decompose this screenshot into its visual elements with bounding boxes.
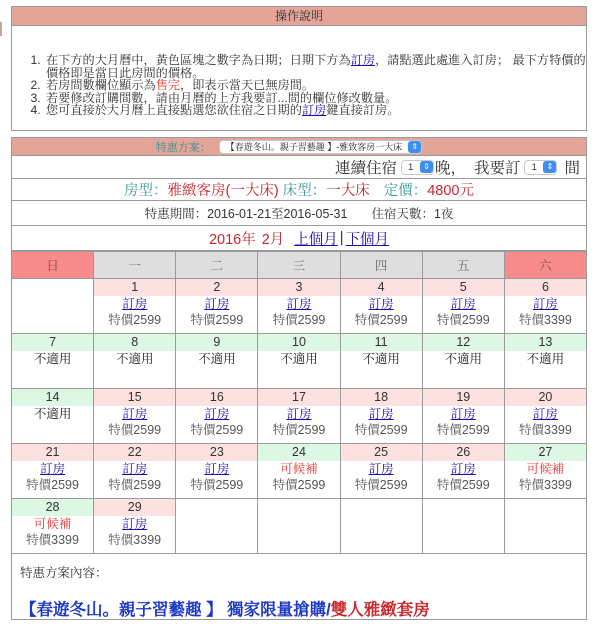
special-price: 特價2599 [436,313,490,327]
calendar-day-cell [422,334,504,389]
weekday-header-row [12,252,587,279]
day-number: 1 [94,279,175,296]
calendar-grid [11,251,587,554]
day-number: 26 [423,444,504,461]
plan-label: 特惠方案： [155,141,211,154]
calendar-day-cell [504,444,586,499]
book-room-link[interactable]: 訂房 [204,297,230,311]
special-price: 特價2599 [108,423,162,437]
book-room-link[interactable]: 訂房 [286,407,312,421]
calendar-empty-cell [340,499,422,554]
list-price-label: 定價： [383,183,428,199]
day-number: 27 [505,444,586,461]
not-applicable-label: 不適用 [280,352,318,366]
plan-select[interactable] [219,140,423,154]
special-price: 特價3399 [519,313,572,327]
calendar-day-cell [94,444,176,499]
room-type-value: 雅緻客房(一大床) [167,183,279,199]
waitlist-label: 可候補 [280,462,318,476]
day-number: 6 [505,279,586,296]
calendar-day-cell [258,334,340,389]
calendar-day-cell [258,389,340,444]
calendar-day-cell [258,444,340,499]
room-type-label: 房型： [124,183,168,199]
day-number: 28 [12,499,93,516]
calendar-week-row [12,444,587,499]
room-info-row [12,179,586,201]
month-nav-row [12,226,586,251]
instructions-title: 操作說明 [12,7,586,26]
special-price: 特價3399 [108,533,162,547]
promo-text-red: 雙人雅緻套房 [330,601,430,619]
book-room-link[interactable]: 訂房 [204,407,230,421]
special-price [176,367,257,383]
not-applicable-label: 不適用 [33,352,72,366]
plan-select-value: 【春遊冬山。親子習藝趣 】-雅致客房一大床 [225,142,403,152]
day-number: 23 [176,444,257,461]
special-price: 特價2599 [108,313,162,327]
not-applicable-label: 不適用 [115,352,154,366]
day-number: 7 [12,334,93,351]
day-number: 29 [94,499,175,516]
book-room-link[interactable]: 訂房 [450,407,476,421]
book-room-link[interactable]: 訂房 [450,297,476,311]
calendar-day-cell [176,389,258,444]
nights-label: 連續住宿 [334,160,397,177]
special-price: 特價3399 [519,478,572,492]
calendar-day-cell [422,444,504,499]
book-room-link[interactable]: 訂房 [532,407,558,421]
page-edge-marker [0,22,2,36]
special-price: 特價2599 [272,423,326,437]
book-room-link[interactable]: 訂房 [368,407,394,421]
select-arrows-icon: ⇕ [408,141,421,153]
special-price: 特價3399 [519,423,572,437]
plan-details-panel [11,553,587,620]
day-number: 21 [12,444,93,461]
plan-promo-headline [20,596,586,620]
special-price [423,367,504,383]
plan-details-label: 特惠方案內容： [20,566,108,580]
special-price [341,367,422,383]
instruction-item-4 [44,104,586,117]
rooms-label: 我要訂 [473,160,521,177]
plan-selector-row [12,138,586,156]
not-applicable-label: 不適用 [33,407,72,421]
day-number: 17 [258,389,339,406]
day-number: 25 [341,444,422,461]
rooms-suffix: 間 [564,160,580,177]
calendar-body [12,279,587,554]
calendar-empty-cell [176,499,258,554]
calendar-day-cell [94,279,176,334]
waitlist-label: 可候補 [526,462,565,476]
weekday-mon: 一 [94,252,176,279]
day-number: 18 [341,389,422,406]
promo-text-blue: 【春遊冬山。親子習藝趣 】 獨家限量搶購/ [20,601,331,619]
instruction-text: ，即表示當天已無房間。 [180,78,315,92]
calendar-day-cell [340,389,422,444]
calendar-day-cell [12,389,94,444]
special-price: 特價2599 [272,478,326,492]
book-room-link[interactable]: 訂房 [286,297,312,311]
special-price: 特價2599 [354,313,408,327]
calendar-day-cell [340,279,422,334]
month-title-month: 2月 [261,231,285,248]
special-price: 特價2599 [354,423,408,437]
calendar-day-cell [176,334,258,389]
book-room-link[interactable]: 訂房 [122,297,148,311]
rooms-select[interactable] [524,160,557,175]
book-room-link-example[interactable]: 訂房 [301,103,327,117]
weekday-sat: 六 [504,252,586,279]
day-number: 11 [341,334,422,351]
special-price: 特價2599 [190,313,244,327]
day-number: 3 [258,279,339,296]
calendar-week-row [12,499,587,554]
next-month-link[interactable]: 下個月 [345,231,390,248]
calendar-day-cell [504,389,586,444]
stay-length: 住宿天數：1夜 [371,207,454,221]
day-number: 10 [258,334,339,351]
not-applicable-label: 不適用 [444,352,483,366]
instruction-text: 若房間數欄位顯示為 [46,78,156,92]
special-price: 特價2599 [108,478,162,492]
book-room-link[interactable]: 訂房 [122,517,148,531]
weekday-thu: 四 [340,252,422,279]
calendar-empty-cell [504,499,586,554]
day-number: 19 [423,389,504,406]
calendar-day-cell [94,334,176,389]
book-room-link[interactable]: 訂房 [450,462,476,476]
special-price: 特價2599 [436,423,490,437]
weekday-wed: 三 [258,252,340,279]
instruction-text: 若要修改訂購間數，請由月曆的上方我要訂...間的欄位修改數量。 [46,90,398,105]
day-number: 20 [505,389,586,406]
sold-out-label: 售完 [155,78,181,92]
not-applicable-label: 不適用 [198,352,236,366]
book-room-link[interactable]: 訂房 [532,297,558,311]
special-price: 特價2599 [354,478,408,492]
special-price [505,367,586,383]
calendar-empty-cell [258,499,340,554]
special-price: 特價2599 [190,478,244,492]
day-number: 15 [94,389,175,406]
calendar-day-cell [340,444,422,499]
promo-period-row [12,201,586,226]
calendar-day-cell [422,389,504,444]
book-room-link[interactable]: 訂房 [122,462,148,476]
not-applicable-label: 不適用 [362,352,400,366]
nights-rooms-row [12,156,586,179]
promo-period: 特惠期間：2016-01-21至2016-05-31 [144,207,348,221]
instruction-text: 鍵直接訂房。 [326,103,400,117]
day-number: 14 [12,389,93,406]
prev-month-link[interactable]: 上個月 [294,231,338,248]
special-price: 特價2599 [436,478,490,492]
special-price: 特價3399 [26,533,79,547]
weekday-fri: 五 [422,252,504,279]
special-price [258,367,339,383]
select-arrows-icon: ⇕ [420,161,433,173]
calendar-empty-cell [422,499,504,554]
month-title-year: 2016年 [208,231,256,248]
month-nav-separator: | [339,230,344,246]
bed-type-value: 一大床 [326,183,370,199]
instruction-item-1 [44,54,586,79]
rooms-select-value: 1 [531,161,537,173]
calendar-week-row [12,334,587,389]
special-price: 特價2599 [272,313,326,327]
day-number: 12 [423,334,504,351]
calendar-day-cell [12,444,94,499]
day-number: 8 [94,334,175,351]
day-number: 16 [176,389,257,406]
calendar-day-cell [258,279,340,334]
special-price [94,367,175,383]
book-room-link[interactable]: 訂房 [40,462,66,476]
special-price: 特價2599 [190,423,244,437]
select-arrows-icon: ⇕ [543,161,556,173]
instructions-panel [11,6,587,131]
nights-select-value: 1 [407,161,414,173]
list-price-value: 4800元 [427,183,474,199]
calendar-day-cell [12,499,94,554]
calendar-day-cell [504,279,586,334]
day-number: 13 [505,334,586,351]
day-number: 5 [423,279,504,296]
calendar-day-cell [504,334,586,389]
day-number: 4 [341,279,422,296]
bed-type-label: 床型： [282,183,327,199]
special-price: 特價2599 [26,478,79,492]
calendar-week-row [12,279,587,334]
day-number: 24 [258,444,339,461]
calendar-day-cell [340,334,422,389]
waitlist-label: 可候補 [33,517,72,531]
nights-suffix: 晚， [434,160,466,177]
booking-panel [11,137,587,554]
day-number: 22 [94,444,175,461]
calendar-empty-cell [12,279,94,334]
book-room-link[interactable]: 訂房 [368,297,394,311]
day-number: 2 [176,279,257,296]
book-room-link[interactable]: 訂房 [204,462,230,476]
book-room-link-example[interactable]: 訂房 [350,53,376,67]
calendar-week-row [12,389,587,444]
calendar-day-cell [94,499,176,554]
not-applicable-label: 不適用 [526,352,565,366]
day-number: 9 [176,334,257,351]
weekday-tue: 二 [176,252,258,279]
instruction-text: 在下方的大月曆中，黃色區塊之數字為日期；日期下方為 [46,53,351,67]
special-price [12,422,93,438]
instruction-text: 您可直接於大月曆上直接點選您欲住宿之日期的 [46,103,302,117]
instructions-list [12,26,586,117]
book-room-link[interactable]: 訂房 [122,407,148,421]
calendar-day-cell [176,444,258,499]
calendar-day-cell [12,334,94,389]
book-room-link[interactable]: 訂房 [368,462,394,476]
calendar-day-cell [176,279,258,334]
instruction-text: ，請點選此處進入訂房； 最下方特價的價格即是當日此房間的價格。 [46,53,586,80]
special-price [12,367,93,383]
calendar-day-cell [94,389,176,444]
nights-select[interactable] [401,160,434,175]
weekday-sun: 日 [12,252,94,279]
calendar-day-cell [422,279,504,334]
